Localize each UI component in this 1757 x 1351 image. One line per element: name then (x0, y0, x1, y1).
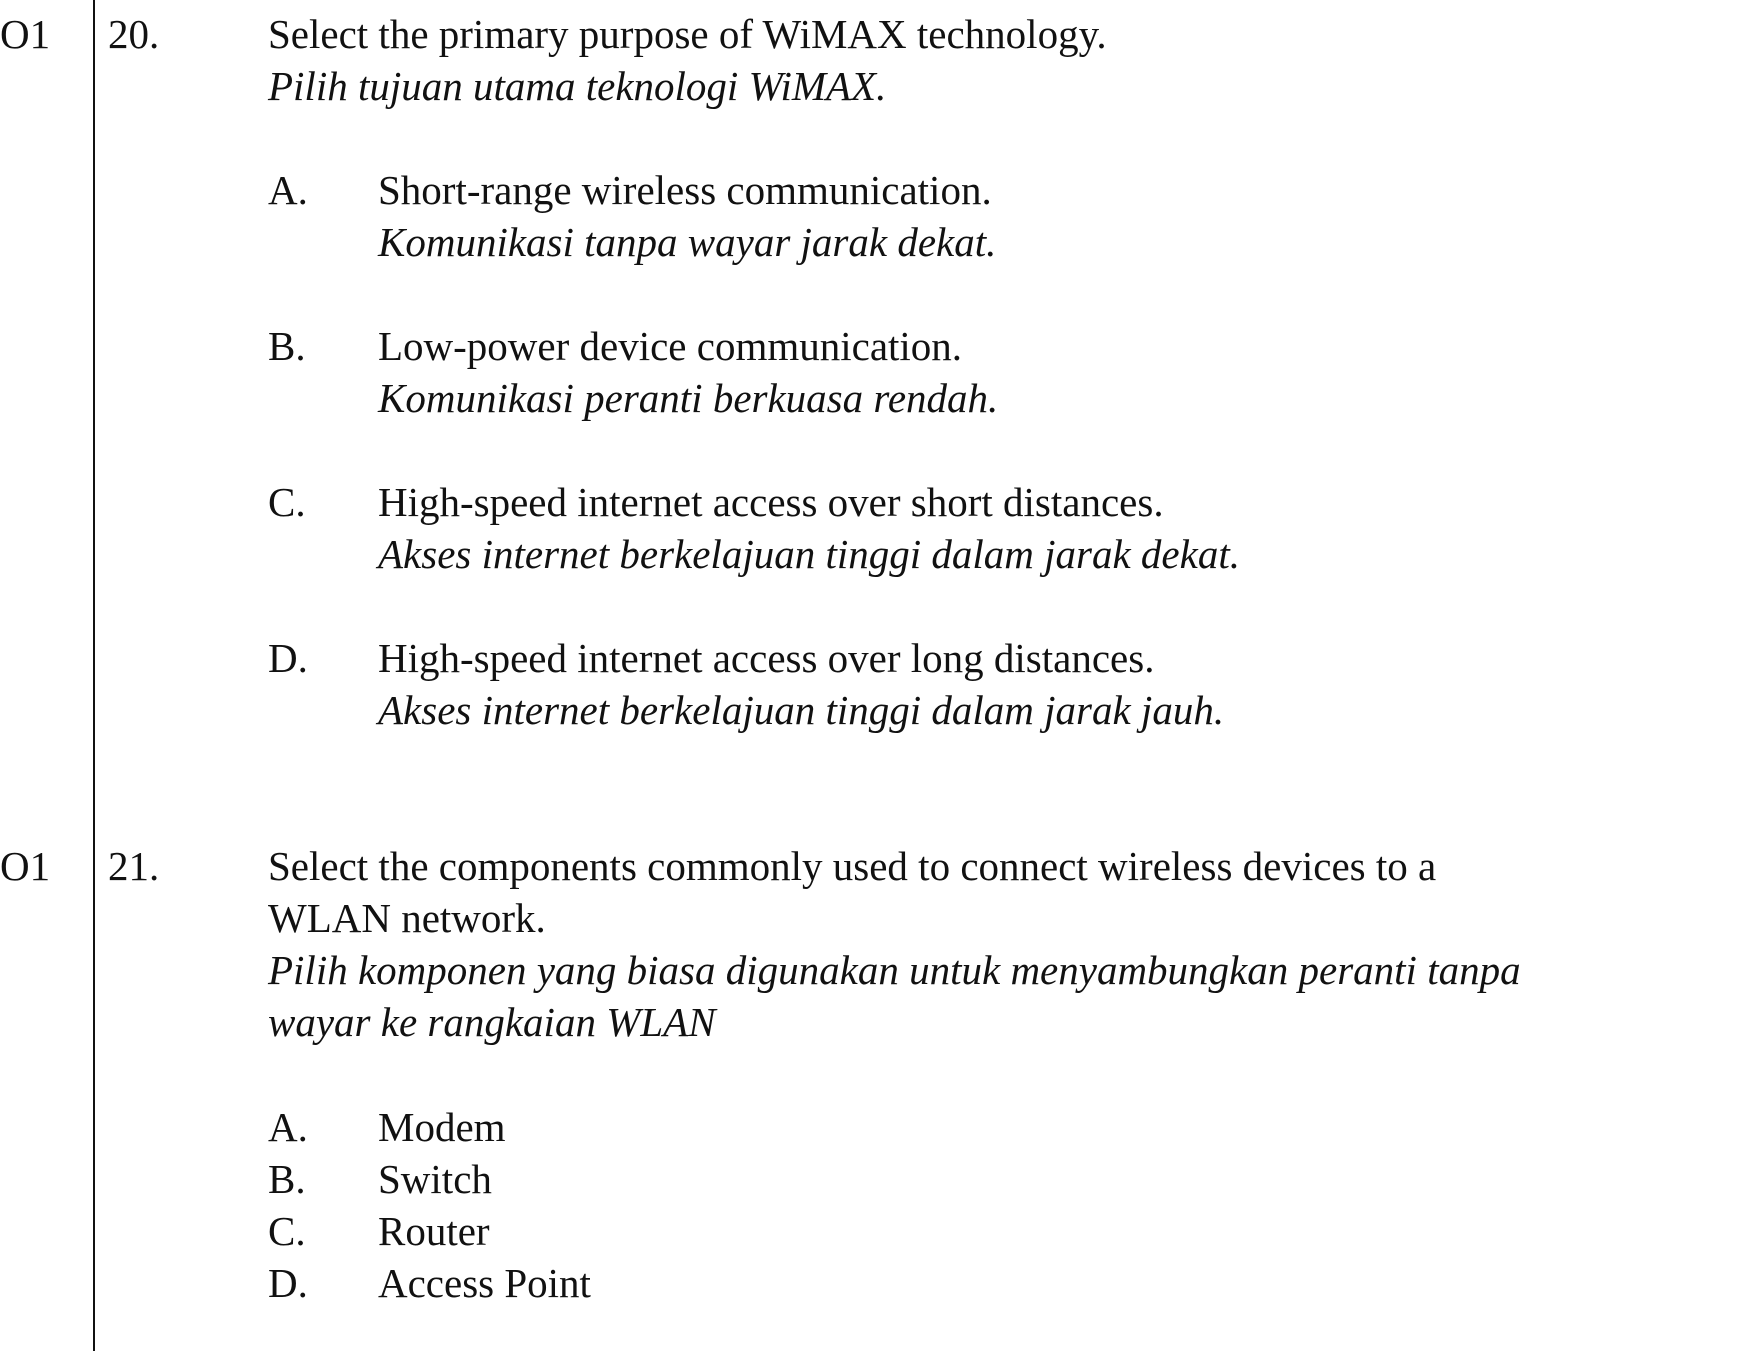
option-letter: D. (268, 635, 308, 681)
question-stem-ms: Pilih komponen yang biasa digunakan untuk menyambungkan peranti tanpa (268, 947, 1521, 993)
question-number: 20. (108, 11, 160, 57)
clo-label: O1 (0, 11, 51, 57)
option-text-en: High-speed internet access over long distances. (378, 635, 1155, 681)
option-text-en: Router (378, 1208, 490, 1254)
option-letter: B. (268, 1156, 306, 1202)
question-stem-ms: wayar ke rangkaian WLAN (268, 999, 716, 1045)
option-letter: D. (268, 1260, 308, 1306)
question-stem-en: WLAN network. (268, 895, 546, 941)
option-letter: C. (268, 1208, 306, 1254)
option-letter: A. (268, 167, 308, 213)
clo-label: O1 (0, 843, 51, 889)
option-text-ms: Komunikasi peranti berkuasa rendah. (378, 375, 999, 421)
question-number: 21. (108, 843, 160, 889)
option-text-en: Short-range wireless communication. (378, 167, 992, 213)
option-text-en: Access Point (378, 1260, 591, 1306)
option-text-ms: Komunikasi tanpa wayar jarak dekat. (378, 219, 997, 265)
option-text-en: Low-power device communication. (378, 323, 963, 369)
option-letter: A. (268, 1104, 308, 1150)
question-stem-en: Select the components commonly used to connect wireless devices to a (268, 843, 1437, 889)
margin-divider-line (93, 0, 95, 1351)
option-letter: C. (268, 479, 306, 525)
option-text-ms: Akses internet berkelajuan tinggi dalam jarak dekat. (378, 531, 1240, 577)
question-stem-ms: Pilih tujuan utama teknologi WiMAX. (268, 63, 887, 109)
option-letter: B. (268, 323, 306, 369)
option-text-en: Switch (378, 1156, 492, 1202)
question-stem-en: Select the primary purpose of WiMAX technology. (268, 11, 1107, 57)
option-text-ms: Akses internet berkelajuan tinggi dalam jarak jauh. (378, 687, 1225, 733)
option-text-en: Modem (378, 1104, 506, 1150)
option-text-en: High-speed internet access over short distances. (378, 479, 1164, 525)
